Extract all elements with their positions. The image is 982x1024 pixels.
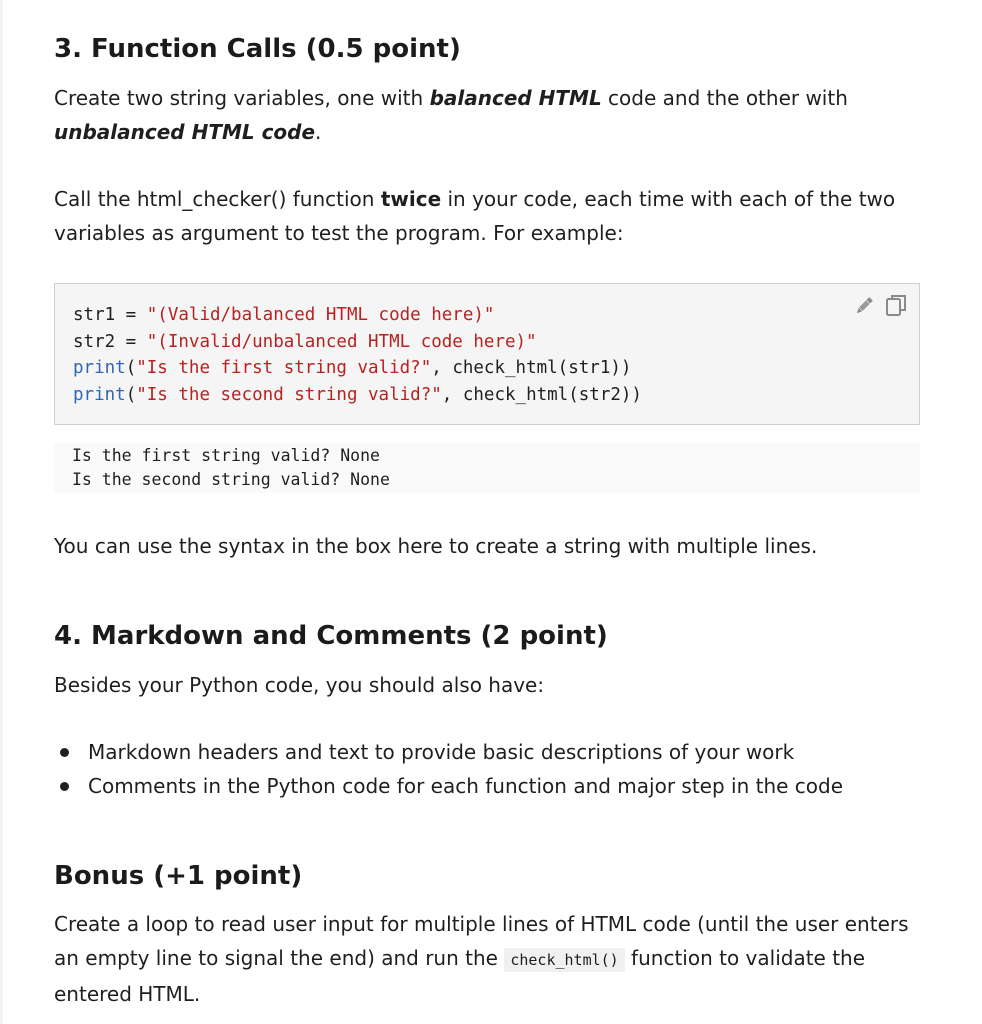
code-token: str2 =: [73, 331, 147, 352]
code-toolbar: [851, 292, 909, 320]
code-string: "Is the second string valid?": [136, 384, 442, 405]
output-line-2: Is the second string valid? None: [72, 470, 390, 489]
text: .: [315, 120, 322, 144]
left-rule: [0, 0, 3, 1024]
bullet-icon: [60, 782, 69, 791]
code-line-4: [73, 382, 642, 409]
text: function to validate the entered HTML.: [54, 946, 866, 1006]
section-heading-function-calls: 3. Function Calls (0.5 point): [54, 34, 461, 64]
code-string: "(Valid/balanced HTML code here)": [146, 305, 495, 325]
text: Create two string variables, one with: [54, 86, 430, 110]
code-token: , check_html(str2)): [441, 384, 642, 405]
list-item-text: Comments in the Python code for each function and major step in the code: [88, 774, 844, 798]
list-item: [54, 735, 843, 769]
section-heading-markdown-comments: 4. Markdown and Comments (2 point): [54, 621, 608, 651]
paragraph-besides-code: Besides your Python code, you should also have:: [54, 673, 545, 697]
inline-code: check_html(): [504, 948, 624, 972]
code-token: , check_html(str1)): [431, 358, 632, 378]
emphasis-balanced: balanced HTML: [429, 86, 602, 110]
output-lines: [72, 444, 390, 492]
code-line-1: [73, 302, 642, 329]
pencil-icon[interactable]: [851, 292, 877, 320]
paragraph-multiline-hint: You can use the syntax in the box here to create a string with multiple lines.: [54, 534, 818, 558]
code-token: (: [125, 358, 137, 378]
text: code and the other with: [601, 86, 848, 110]
paragraph-call-twice: [54, 182, 922, 250]
code-token: (: [125, 384, 137, 405]
paragraph-create-variables: [54, 81, 922, 149]
code-string: "(Invalid/unbalanced HTML code here)": [146, 331, 537, 352]
section-heading-bonus: Bonus (+1 point): [54, 861, 303, 891]
code-builtin: print: [73, 384, 126, 405]
text: Call the html_checker() function: [54, 187, 381, 211]
code-token: str1 =: [73, 305, 147, 325]
output-line-1: Is the first string valid? None: [72, 446, 380, 465]
copy-icon[interactable]: [883, 292, 909, 320]
code-builtin: print: [73, 358, 126, 378]
emphasis-unbalanced: unbalanced HTML code: [54, 120, 316, 144]
emphasis-twice: twice: [380, 187, 442, 211]
text: Create a loop to read user input for multiple lines of HTML code (until the user enters an empty line to signal the end) and run the: [54, 912, 909, 970]
list-item-text: Markdown headers and text to provide basic descriptions of your work: [88, 740, 795, 764]
text: in your code, each time with each of the two variables as argument to test the program. For example:: [54, 187, 896, 245]
code-lines: [73, 302, 642, 408]
code-line-3: [73, 355, 642, 382]
code-output: [54, 443, 920, 493]
code-line-2: [73, 329, 642, 356]
bullet-icon: [60, 748, 69, 757]
code-string: "Is the first string valid?": [136, 358, 432, 378]
paragraph-bonus: [54, 907, 922, 1011]
list-item: [54, 769, 843, 803]
code-cell[interactable]: [54, 283, 920, 425]
requirements-list: [54, 735, 843, 803]
